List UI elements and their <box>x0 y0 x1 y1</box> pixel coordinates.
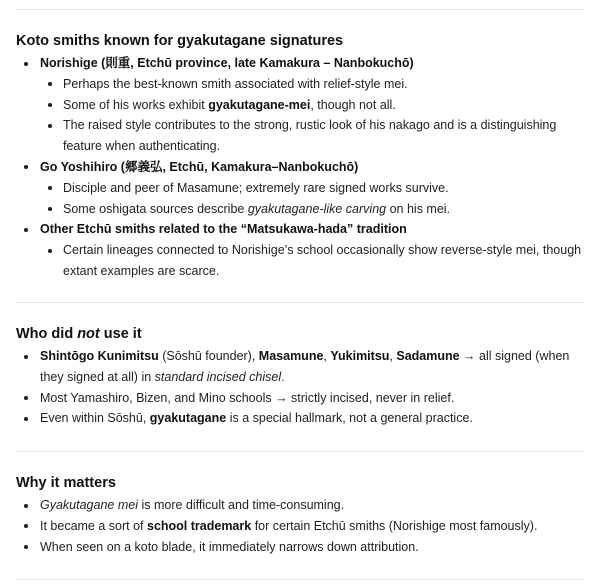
sub-list <box>40 178 584 220</box>
smith-title: Go Yoshihiro (郷義弘, Etchū, Kamakura–Nanbokuchō) <box>40 159 359 174</box>
list-item: Some of his works exhibit gyakutagane-mei, though not all. <box>40 95 584 116</box>
smith-title: Other Etchū smiths related to the “Matsukawa-hada” tradition <box>40 222 407 237</box>
list-item: Most Yamashiro, Bizen, and Mino schools → strictly incised, never in relief. <box>16 388 584 409</box>
list-item: Gyakutagane mei is more difficult and time-consuming. <box>16 495 584 516</box>
sub-list <box>40 240 584 282</box>
koto-section <box>16 31 584 282</box>
why-list <box>16 495 584 557</box>
list-item: It became a sort of school trademark for certain Etchū smiths (Norishige most famously). <box>16 516 584 537</box>
why-section <box>16 473 584 557</box>
why-heading: Why it matters <box>16 475 116 491</box>
top-divider <box>16 9 584 10</box>
koto-heading: Koto smiths known for gyakutagane signatures <box>16 33 344 49</box>
list-item: Disciple and peer of Masamune; extremely rare signed works survive. <box>40 178 584 199</box>
list-item: Some oshigata sources describe gyakutagane-like carving on his mei. <box>40 199 584 220</box>
sub-list <box>40 74 584 157</box>
who-section <box>16 324 584 429</box>
koto-list <box>16 53 584 282</box>
divider <box>16 451 584 452</box>
list-item <box>16 157 584 219</box>
list-item: Certain lineages connected to Norishige’s school occasionally show reverse-style mei, though extant examples are scarce. <box>40 240 584 282</box>
list-item: Even within Sōshū, gyakutagane is a special hallmark, not a general practice. <box>16 408 584 429</box>
list-item: Shintōgo Kunimitsu (Sōshū founder), Masamune, Yukimitsu, Sadamune → all signed (when they signed at all) in standard incised chisel. <box>16 346 584 388</box>
bottom-divider <box>16 579 584 580</box>
who-heading: Who did not use it <box>16 326 142 342</box>
divider <box>16 302 584 303</box>
smith-title: Norishige (則重, Etchū province, late Kamakura – Nanbokuchō) <box>40 56 414 70</box>
list-item: When seen on a koto blade, it immediately narrows down attribution. <box>16 537 584 558</box>
who-list <box>16 346 584 429</box>
list-item <box>16 219 584 281</box>
list-item: The raised style contributes to the strong, rustic look of his nakago and is a distinguishing feature when authenticating. <box>40 115 584 157</box>
list-item <box>16 53 584 157</box>
list-item: Perhaps the best-known smith associated with relief-style mei. <box>40 74 584 95</box>
